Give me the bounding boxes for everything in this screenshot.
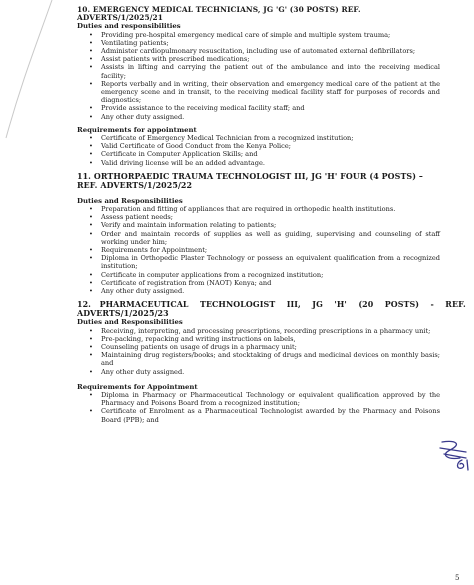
list-item: • Valid Certificate of Good Conduct from the Kenya Police;: [101, 142, 440, 150]
page-number: 5: [455, 574, 460, 582]
list-item: • Certificate in Computer Application Skills; and: [101, 150, 440, 158]
duties-list: [77, 31, 440, 121]
list-item: • Preparation and fitting of appliances that are required in orthopedic health institutions.: [101, 205, 440, 213]
list-item: • Maintaining drug registers/books; and stocktaking of drugs and medicinal devices on monthly basis; and: [101, 351, 440, 367]
list-item: • Counseling patients on usage of drugs in a pharmacy unit;: [101, 343, 440, 351]
list-item: • Any other duty assigned.: [101, 368, 440, 376]
section-title: 12. PHARMACEUTICAL TECHNOLOGIST III, JG 'H' (20 POSTS) - REF.: [77, 300, 466, 310]
list-item: • Provide assistance to the receiving medical facility staff; and: [101, 104, 440, 112]
list-item: • Verify and maintain information relating to patients;: [101, 221, 440, 229]
list-item: • Assist patients with prescribed medications;: [101, 55, 440, 63]
document-body: [77, 5, 466, 424]
duties-list: [77, 327, 440, 376]
section-ref: ADVERTS/1/2025/23: [77, 309, 169, 319]
list-item: • Valid driving license will be an added advantage.: [101, 159, 440, 167]
list-item: • Certificate in computer applications from a recognized institution;: [101, 271, 440, 279]
requirements-heading: Requirements for Appointment: [77, 382, 198, 391]
section-title: 10. EMERGENCY MEDICAL TECHNICIANS, JG 'G' (30 POSTS) REF. ADVERTS/1/2025/21: [77, 5, 361, 23]
list-item: • Providing pre-hospital emergency medical care of simple and multiple system trauma;: [101, 31, 440, 39]
list-item: • Administer cardiopulmonary resuscitation, including use of automated external defibrillators;: [101, 47, 440, 55]
duties-heading: Duties and Responsibilities: [77, 196, 183, 205]
list-item: • Receiving, interpreting, and processing prescriptions, recording prescriptions in a pharmacy unit;: [101, 327, 440, 335]
list-item: • Diploma in Orthopedic Plaster Technology or possess an equivalent qualification from a recognized institution;: [101, 254, 440, 270]
list-item: • Assists in lifting and carrying the patient out of the ambulance and into the receiving medical facility;: [101, 63, 440, 79]
list-item: • Diploma in Pharmacy or Pharmaceutical Technology or equivalent qualification approved by the Pharmacy and Poisons Board from a recognized institution;: [101, 391, 440, 407]
list-item: • Pre-packing, repacking and writing instructions on labels,: [101, 335, 440, 343]
list-item: • Ventilating patients;: [101, 39, 440, 47]
list-item: • Requirements for Appointment;: [101, 246, 440, 254]
list-item: • Any other duty assigned.: [101, 287, 440, 295]
list-item: • Certificate of registration from (NAOT) Kenya; and: [101, 279, 440, 287]
duties-heading: Duties and Responsibilities: [77, 318, 183, 327]
section-title: 11. ORTHORPAEDIC TRAUMA TECHNOLOGIST III, JG 'H' FOUR (4 POSTS) – REF. ADVERTS/1/2025/22: [77, 171, 423, 190]
requirements-list: [77, 134, 440, 167]
list-item: • Reports verbally and in writing, their observation and emergency medical care of the patient at the emergency scene and in transit, to the receiving medical facility staff for purposes of records and diagnostics;: [101, 80, 440, 105]
duties-heading: Duties and responsibilities: [77, 22, 181, 31]
section-orthopaedic-trauma-technologist: [77, 172, 440, 295]
requirements-heading: Requirements for appointment: [77, 125, 197, 134]
section-emergency-medical-technicians: [77, 6, 440, 167]
duties-list: [77, 205, 440, 295]
signature-strokes: [440, 441, 468, 470]
requirements-list: [77, 391, 440, 424]
section-pharmaceutical-technologist: [77, 300, 466, 424]
list-item: • Assess patient needs;: [101, 213, 440, 221]
page-fold-mark: [0, 0, 60, 140]
list-item: • Certificate of Emergency Medical Technician from a recognized institution;: [101, 134, 440, 142]
list-item: • Order and maintain records of supplies as well as guiding, supervising and counseling of staff working under him;: [101, 230, 440, 246]
handwritten-initials-signature: [436, 438, 472, 474]
list-item: • Certificate of Enrolment as a Pharmaceutical Technologist awarded by the Pharmacy and Poisons Board (PPB); and: [101, 407, 440, 423]
list-item: • Any other duty assigned.: [101, 113, 440, 121]
